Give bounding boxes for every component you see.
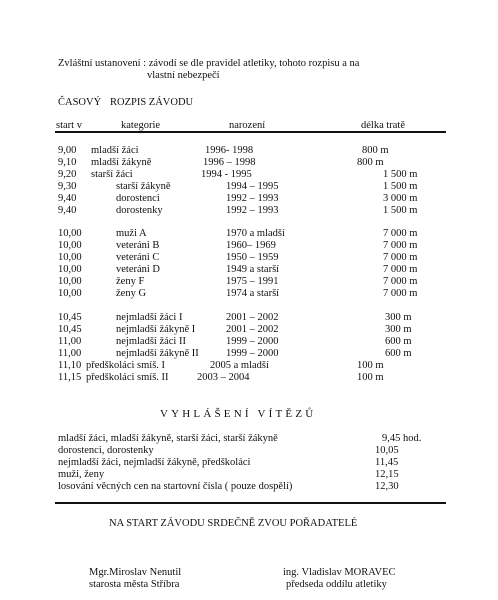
closing-divider (55, 502, 446, 504)
row-length: 7 000 m (383, 276, 418, 287)
row-birth: 1974 a starší (226, 288, 280, 299)
row-length: 1 500 m (383, 169, 418, 180)
row-length: 7 000 m (383, 240, 418, 251)
row-category: veteráni C (116, 252, 160, 263)
row-time: 10,00 (58, 288, 82, 299)
row-time: 9,00 (58, 145, 77, 156)
row-length: 7 000 m (383, 228, 418, 239)
row-birth: 1975 – 1991 (226, 276, 279, 287)
award-label: nejmladší žáci, nejmladší žákyně, předškoláci (58, 457, 251, 468)
row-category: dorostenky (116, 205, 163, 216)
column-start: start v (56, 120, 82, 131)
row-category: muži A (116, 228, 147, 239)
row-birth: 1970 a mladší (226, 228, 285, 239)
award-label: muži, ženy (58, 469, 105, 480)
row-category: nejmladší žáci II (116, 336, 186, 347)
award-time: 9,45 hod. (382, 433, 422, 444)
award-time: 12,30 (375, 481, 399, 492)
row-length: 1 500 m (383, 205, 418, 216)
row-birth: 2001 – 2002 (226, 324, 279, 335)
row-time: 9,10 (58, 157, 77, 168)
row-category: ženy G (116, 288, 147, 299)
row-birth: 1950 – 1959 (226, 252, 279, 263)
row-time: 9,40 (58, 205, 77, 216)
row-category: starší žáci (91, 169, 133, 180)
closing-invitation: NA START ZÁVODU SRDEČNĚ ZVOU POŘADATELÉ (109, 518, 358, 529)
signature-right-role: předseda oddílu atletiky (286, 579, 387, 590)
row-birth: 1992 – 1993 (226, 193, 279, 204)
row-length: 600 m (385, 336, 412, 347)
schedule-title-part2: ROZPIS ZÁVODU (110, 97, 194, 108)
row-birth: 1994 - 1995 (201, 169, 252, 180)
award-label: mladší žáci, mladší žákyně, starší žáci, starší žákyně (58, 433, 278, 444)
row-birth: 1999 – 2000 (226, 336, 279, 347)
row-length: 7 000 m (383, 252, 418, 263)
row-time: 10,00 (58, 276, 82, 287)
row-length: 800 m (362, 145, 389, 156)
row-birth: 2005 a mladší (210, 360, 269, 371)
row-birth: 1960– 1969 (226, 240, 276, 251)
row-time: 11,00 (58, 348, 82, 359)
row-time: 11,00 (58, 336, 82, 347)
row-length: 7 000 m (383, 264, 418, 275)
row-length: 3 000 m (383, 193, 418, 204)
row-category: starší žákyně (116, 181, 171, 192)
award-label: dorostenci, dorostenky (58, 445, 154, 456)
row-category: veteráni B (116, 240, 160, 251)
column-category: kategorie (121, 120, 161, 131)
row-length: 100 m (357, 360, 384, 371)
signature-left-name: Mgr.Miroslav Nenutil (89, 567, 182, 578)
row-birth: 1996- 1998 (205, 145, 254, 156)
row-birth: 1999 – 2000 (226, 348, 279, 359)
row-birth: 1992 – 1993 (226, 205, 279, 216)
row-time: 10,00 (58, 228, 82, 239)
award-time: 11,45 (375, 457, 399, 468)
row-time: 9,40 (58, 193, 77, 204)
row-time: 11,15 (58, 372, 82, 383)
row-length: 600 m (385, 348, 412, 359)
intro-line-2: vlastní nebezpečí (147, 70, 220, 81)
column-birth: narození (229, 120, 266, 131)
row-category: předškoláci smíš. I (86, 360, 166, 371)
row-birth: 1949 a starší (226, 264, 280, 275)
row-time: 10,00 (58, 264, 82, 275)
row-category: veteráni D (116, 264, 161, 275)
row-category: nejmladší žákyně II (116, 348, 199, 359)
row-category: dorostenci (116, 193, 160, 204)
row-birth: 1994 – 1995 (226, 181, 279, 192)
schedule-title-part1: ČASOVÝ (58, 97, 102, 108)
row-time: 10,45 (58, 324, 82, 335)
row-length: 300 m (385, 312, 412, 323)
row-length: 1 500 m (383, 181, 418, 192)
row-time: 11,10 (58, 360, 82, 371)
row-time: 10,00 (58, 252, 82, 263)
intro-line-1: Zvláštní ustanovení : závodí se dle pravidel atletiky, tohoto rozpisu a na (58, 58, 360, 69)
column-length: délka tratě (361, 120, 406, 131)
row-category: mladší žáci (91, 145, 139, 156)
row-length: 7 000 m (383, 288, 418, 299)
row-birth: 1996 – 1998 (203, 157, 256, 168)
signature-right-name: ing. Vladislav MORAVEC (283, 567, 396, 578)
award-time: 12,15 (375, 469, 399, 480)
row-length: 300 m (385, 324, 412, 335)
row-birth: 2001 – 2002 (226, 312, 279, 323)
row-category: nejmladší žákyně I (116, 324, 196, 335)
row-time: 10,45 (58, 312, 82, 323)
row-time: 9,20 (58, 169, 77, 180)
row-category: nejmladší žáci I (116, 312, 183, 323)
row-category: předškoláci smíš. II (86, 372, 169, 383)
row-length: 800 m (357, 157, 384, 168)
signature-left-role: starosta města Stříbra (89, 579, 180, 590)
row-length: 100 m (357, 372, 384, 383)
row-category: mladší žákyně (91, 157, 152, 168)
header-divider (55, 131, 446, 133)
row-time: 9,30 (58, 181, 77, 192)
awards-title: VYHLÁŠENÍ VÍTĚZŮ (160, 408, 317, 420)
award-label: losování věcných cen na startovní čísla ( pouze dospělí) (58, 481, 293, 492)
award-time: 10,05 (375, 445, 399, 456)
row-category: ženy F (116, 276, 145, 287)
row-birth: 2003 – 2004 (197, 372, 250, 383)
row-time: 10,00 (58, 240, 82, 251)
